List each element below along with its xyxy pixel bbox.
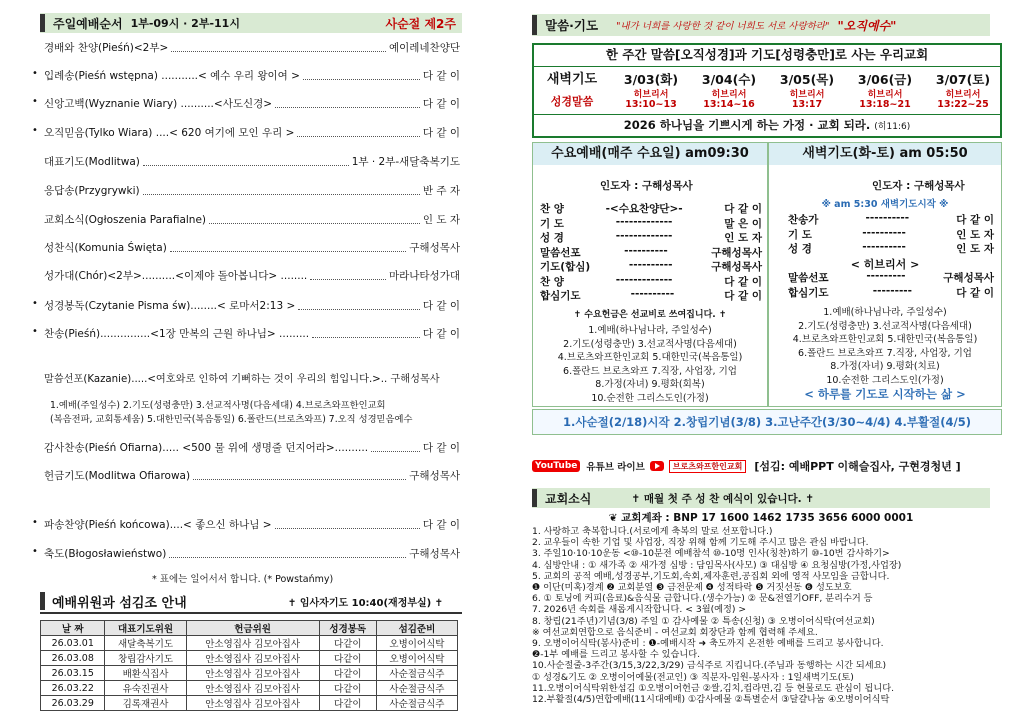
leader-dots — [298, 298, 420, 310]
order-title: 주일예배순서 — [53, 16, 123, 31]
dawn-date: 3/04(수) — [701, 72, 757, 87]
bible-ref: 13:18~21 — [859, 99, 911, 110]
service-row — [788, 285, 994, 300]
dawn-book: < 히브리서 > — [850, 258, 920, 271]
row-role: 합심기도 — [540, 290, 581, 302]
news-item: ❶ 이단(미혹)경계 ❷ 교회분열 ❸ 금전문제 ❹ 성적타락 ❺ 거짓선동 ❻ 성도보호 — [532, 582, 852, 593]
table-cell: 안소영집사 김모아집사 — [186, 666, 319, 681]
news-item: 5. 교회의 공적 예배,성경공부,기도회,속회,제자훈련,공집회 외에 영적 사모임을 금합니다. — [532, 570, 890, 582]
table-cell: 배환식집사 — [105, 666, 186, 681]
order-item-label: 경배와 찬양(Pieśń)<2부> — [44, 42, 169, 54]
service-row — [540, 216, 762, 231]
order-item-label: 헌금기도(Modlitwa Ofiarowa) — [44, 470, 191, 482]
prayer-item: 4.브로츠와프한인교회 5.대한민국(복음통일) — [557, 352, 743, 363]
duty-table-body — [41, 636, 458, 711]
news-item: 7. 2026년 속회를 새롭게시작합니다. < 3월(예정) > — [532, 604, 747, 616]
news-header — [532, 488, 990, 508]
order-item-value: 구해성목사 — [409, 242, 460, 254]
leader-dots — [297, 125, 419, 137]
table-row — [41, 636, 458, 651]
row-person: 말 은 이 — [724, 217, 762, 230]
order-item-label: 대표기도(Modlitwa) — [44, 156, 140, 168]
table-cell: 다같이 — [319, 696, 376, 711]
service-row — [540, 259, 762, 274]
row-role: 합심기도 — [788, 286, 829, 299]
leader-dots — [275, 96, 420, 108]
service-row — [540, 288, 762, 303]
row-role: 기 도 — [788, 228, 812, 241]
order-item — [44, 154, 460, 169]
header-mark-right — [532, 15, 537, 35]
news-item: 10.사순절줄-3주간(3/15,3/22,3/29) 금식주로 지킵니다.(주님과 동행하는 시간 되세요) — [532, 660, 887, 672]
order-item-value: 다 같 이 — [422, 98, 460, 110]
news-item: 9. 오병이어식탁(봉사)준비 : ❶-예배시작 ➜ 축도까지 온전한 예배를 드리고 봉사합니다. — [532, 638, 884, 649]
row-person: 다 같 이 — [724, 203, 762, 215]
order-item-label: 감사찬송(Pieśń Ofiarna)..... <500 물 위에 생명줄 던지어라>.......... — [44, 442, 369, 454]
leader-dots — [275, 517, 420, 529]
dawn-special: ※ am 5:30 새벽기도시작 ※ — [821, 199, 949, 210]
prayer-item: 2.기도(성령충만) 3.선교적사명(다음세대) — [563, 338, 737, 350]
word-prayer-title: 말씀·기도 — [545, 18, 599, 33]
table-cell: 오병이어식탁 — [376, 651, 457, 666]
service-row — [788, 241, 994, 256]
motto: "오직예수" — [837, 18, 897, 33]
duty-column-header: 대표기도위원 — [105, 621, 186, 636]
sermon-line: 말씀선포(Kazanie).....<여호와로 인하여 기뻐하는 것이 우리의 힘입니다.>.. 구해성목사 — [44, 374, 440, 385]
table-cell: 안소영집사 김모아집사 — [186, 696, 319, 711]
prayer-item: 6.폴란드 브로츠와프 7.직장, 사업장, 기업 — [563, 365, 737, 377]
table-cell: 유숙진권사 — [105, 681, 186, 696]
news-item: ① 성경&기도 ② 오병이어예물(전교인) ③ 직분자-임원-봉사자 : 1일새벽기도(토) — [532, 671, 854, 683]
prayer-item: 1.예배(하나님나라, 주일성수) — [588, 325, 712, 336]
table-cell: 안소영집사 김모아집사 — [186, 651, 319, 666]
order-item — [44, 96, 460, 111]
prayer-item: 10.순전한 그리스도인(가정) — [591, 392, 709, 404]
row-dashes: ---------- — [865, 212, 910, 224]
duty-note: ✝ 임사자기도 10:40(재정부실) ✝ — [288, 598, 444, 609]
row-person: 다 같 이 — [956, 286, 994, 299]
prayer-item: 8.가정(자녀) 9.평화(치료) — [830, 361, 940, 372]
bible-ref: 13:22~25 — [937, 99, 989, 110]
news-item: 2. 교우들이 속한 기업 및 사업장, 직장 위해 함께 기도해 주시고 많은 관심 바랍니다. — [532, 537, 869, 549]
order-item-value: 인 도 자 — [422, 214, 460, 226]
row-role: 성 경 — [788, 243, 812, 255]
table-cell: 다같이 — [319, 666, 376, 681]
duty-table-head — [41, 621, 458, 636]
year-motto: 2026 하나님을 기쁘시게 하는 가정 · 교회 되라. — [623, 118, 871, 132]
service-row — [540, 274, 762, 289]
youtube-logo[interactable]: YouTube — [532, 460, 580, 472]
prayer-item: 8.가정(자녀) 9.평화(회복) — [595, 379, 705, 390]
table-cell: 다같이 — [319, 681, 376, 696]
duty-header-mark — [40, 592, 45, 610]
leader-dots — [303, 68, 420, 80]
order-item-value: 반 주 자 — [422, 185, 460, 197]
table-cell: 안소영집사 김모아집사 — [186, 681, 319, 696]
order-item — [44, 68, 460, 83]
order-item-value: 다 같 이 — [422, 127, 460, 139]
duty-title: 예배위원과 섬김조 안내 — [52, 596, 187, 611]
order-item-value: 다 같 이 — [422, 519, 460, 531]
header-mark — [40, 14, 45, 32]
order-item — [44, 298, 460, 313]
table-cell: 다같이 — [319, 636, 376, 651]
table-cell: 26.03.15 — [41, 666, 105, 681]
order-item-value: 다 같 이 — [422, 300, 460, 312]
row-dashes: ------------- — [615, 230, 673, 242]
order-times: 1부-09시 · 2부-11시 — [130, 17, 240, 30]
row-role: 말씀선포 — [540, 246, 581, 259]
order-item-label: 성경봉독(Czytanie Pisma św)........< 로마서2:13 > — [44, 300, 296, 312]
row-role: 말씀선포 — [788, 272, 829, 284]
prayer-item: 1.예배(하나님나라, 주일성수) — [823, 307, 947, 318]
table-row — [41, 696, 458, 711]
bible-book: 히브리서 — [711, 90, 747, 100]
duty-header — [40, 590, 462, 614]
prayer-list-1: 1.예배(주일성수) 2.기도(성령충만) 3.선교적사명(다음세대) 4.브로츠와프한인교회 — [50, 400, 386, 411]
news-item: 3. 주일10·10·10운동 <⑩-10분전 예배참석 ⑩-10명 인사(칭찬)하기 ⑩-10번 감사하기> — [532, 548, 890, 560]
bible-ref: 13:14~16 — [703, 99, 755, 110]
duty-column-header: 섬김준비 — [376, 621, 457, 636]
service-row — [788, 212, 994, 227]
table-cell: 김록재권사 — [105, 696, 186, 711]
prayer-item: 6.폴란드 브로츠와프 7.직장, 사업장, 기업 — [798, 347, 972, 359]
row-person: 인 도 자 — [724, 232, 762, 244]
row-dashes: ---------- — [862, 241, 906, 253]
order-item — [44, 212, 460, 227]
row-person: 인 도 자 — [956, 228, 994, 241]
prayer-item: 10.순전한 그리스도인(가정) — [826, 374, 944, 386]
order-item — [44, 326, 460, 341]
table-cell: 다같이 — [319, 651, 376, 666]
order-item-value: 예이레네찬양단 — [388, 42, 460, 54]
banner-title: 한 주간 말씀[오직성경]과 기도[성령충만]로 사는 우리교회 — [605, 47, 929, 62]
dawn-date: 3/05(목) — [779, 72, 835, 87]
year-motto-line — [534, 117, 1000, 133]
bible-book: 히브리서 — [867, 90, 903, 100]
news-item: 12.부활절(4/5)연합예배(11시대예배) ①감사예물 ②특별순서 ③달걀나눔 ④오병이어식탁 — [532, 694, 890, 705]
dawn-slogan: < 하루를 기도로 시작하는 삶 > — [804, 387, 966, 401]
row-dashes: --------- — [866, 270, 906, 282]
duty-column-header: 날 짜 — [41, 621, 105, 636]
news-item: 11.오병이어식탁위한섬김 ①오병이어헌금 ②쌀,김치,컵라면,김 등 현물로도 관심이 됩니다. — [532, 682, 895, 694]
order-item — [44, 517, 460, 532]
duty-column-header: 성경봉독 — [319, 621, 376, 636]
order-header — [40, 13, 462, 33]
news-item: 8. 창립(21주년)기념(3/8) 주일 ① 감사예물 ② 특송(신청) ③ 오병이어식탁(여선교회) — [532, 615, 875, 627]
order-item-label: 축도(Błogosławieństwo) — [44, 548, 167, 560]
table-cell: 26.03.29 — [41, 696, 105, 711]
stand-note: * 표에는 일어서서 합니다. (* Powstańmy) — [152, 574, 334, 585]
word-label: 성경말씀 — [550, 95, 594, 108]
order-item-value: 구해성목사 — [409, 470, 460, 482]
dawn-label: 새벽기도 — [546, 72, 598, 87]
row-person: 다 같 이 — [724, 290, 762, 302]
table-cell: 새달축복기도 — [105, 636, 186, 651]
table-cell: 오병이어식탁 — [376, 636, 457, 651]
order-item-label: 응답송(Przygrywki) — [44, 185, 140, 197]
table-cell: 사순절금식주 — [376, 696, 457, 711]
star-bullet: • — [32, 96, 38, 107]
row-dashes: ---------- — [628, 259, 673, 271]
star-bullet: • — [32, 68, 38, 79]
duty-table — [40, 620, 458, 711]
order-item-label: 찬송(Pieśń)...............<1장 만복의 근원 하나님> ......... — [44, 328, 310, 340]
prayer-item: 2.기도(성령충만) 3.선교적사명(다음세대) — [798, 320, 972, 332]
leader-dots — [170, 240, 406, 252]
row-dashes: ---------- — [862, 226, 906, 239]
star-bullet: • — [32, 517, 38, 528]
news-header-mark — [532, 489, 537, 507]
service-row — [540, 245, 762, 260]
leader-dots — [209, 212, 420, 224]
row-person: 다 같 이 — [724, 275, 762, 288]
news-title: 교회소식 — [545, 491, 592, 506]
word-prayer-header — [532, 14, 990, 36]
order-item-label: 신앙고백(Wyznanie Wiary) ..........<사도신경> — [44, 98, 273, 110]
prayer-list-2: (복음전파, 교회통세움) 5.대한민국(복음통일) 6.폴란드(브로츠와프) 7.오직 성경믿음예수 — [50, 414, 413, 425]
order-item-value: 다 같 이 — [422, 328, 460, 340]
leader-dots — [310, 268, 386, 280]
row-role: 찬 양 — [540, 203, 564, 215]
row-dashes: ---------- — [630, 288, 675, 300]
row-dashes: ------------- — [615, 215, 673, 228]
row-role: 기 도 — [540, 217, 564, 230]
leader-dots — [143, 154, 349, 166]
order-item-label: 오직믿음(Tylko Wiara) ....< 620 여기에 모인 우리 > — [44, 127, 295, 139]
table-cell: 안소영집사 김모아집사 — [186, 636, 319, 651]
row-person: 구해성목사 — [943, 272, 994, 284]
bible-book: 히브리서 — [789, 90, 825, 100]
row-dashes: ------------- — [615, 273, 673, 286]
row-person: 인 도 자 — [956, 243, 994, 255]
leader-dots — [312, 326, 420, 338]
news-item: ※ 여선교회연합으로 음식준비 - 여선교회 회장단과 함께 협력해 주세요. — [532, 626, 818, 638]
banner-divider — [534, 66, 1000, 67]
row-dashes: --------- — [872, 284, 913, 297]
wednesday-leader: 인도자 : 구해성목사 — [600, 180, 693, 192]
order-item — [44, 40, 460, 55]
service-row — [540, 230, 762, 245]
season-label: 사순절 제2주 — [385, 16, 456, 31]
dawn-date: 3/06(금) — [857, 72, 913, 87]
dawn-date: 3/07(토) — [935, 72, 991, 87]
holy-communion: ✝ 매월 첫 주 성 찬 예식이 있습니다. ✝ — [631, 492, 815, 505]
year-ref: (히11:6) — [874, 122, 911, 132]
table-row — [41, 651, 458, 666]
news-item: ❷-1부 예배를 드리고 봉사할 수 있습니다. — [532, 649, 701, 661]
row-dashes: -<수요찬양단>- — [605, 203, 683, 215]
table-cell: 창립감사기도 — [105, 651, 186, 666]
row-dashes: ---------- — [624, 244, 668, 257]
order-item-value: 1부 · 2부-새달축복기도 — [351, 156, 460, 168]
play-icon — [650, 461, 664, 471]
news-item: 1. 사랑하고 축복합니다.(서로에게 축복의 말로 선포합니다.) — [532, 526, 773, 537]
leader-dots — [169, 546, 406, 558]
bible-book: 히브리서 — [945, 90, 981, 100]
leader-dots — [371, 440, 420, 452]
table-row — [41, 666, 458, 681]
row-role: 찬 양 — [540, 275, 564, 288]
wednesday-head: 수요예배(매주 수요일) am09:30 — [533, 143, 767, 165]
prayer-item: 4.브로츠와프한인교회 5.대한민국(복음통일) — [792, 334, 978, 345]
wednesday-note: ✝ 수요헌금은 선교비로 쓰여집니다. ✝ — [573, 310, 727, 320]
order-item — [44, 125, 460, 140]
order-item — [44, 546, 460, 561]
news-item: 6. ① 토닝에 커피(음료)&음식물 금합니다.(생수가능) ② 문&전열기OFF, 분리수거 등 — [532, 593, 873, 605]
seasons-text: 1.사순절(2/18)시작 2.창립기념(3/8) 3.고난주간(3/30~4/4) 4.부활절(4/5) — [563, 415, 971, 429]
table-cell: 사순절금식주 — [376, 681, 457, 696]
table-row — [41, 681, 458, 696]
row-person: 구해성목사 — [711, 261, 762, 273]
star-bullet: • — [32, 125, 38, 136]
leader-dots — [143, 183, 420, 195]
order-item-label: 파송찬양(Pieśń końcowa)....< 좋으신 하나님 > — [44, 519, 272, 531]
row-role: 찬송가 — [788, 214, 819, 226]
youtube-live: 유튜브 라이브 — [586, 462, 645, 473]
order-item-value: 마라나타성가대 — [388, 270, 460, 282]
table-cell: 26.03.22 — [41, 681, 105, 696]
youtube-line — [532, 458, 961, 474]
order-item-label: 성가대(Chór)<2부>..........<이제야 돌아봅니다> ........ — [44, 270, 308, 282]
star-bullet: • — [32, 298, 38, 309]
service-row — [540, 201, 762, 216]
order-item-label: 성찬식(Komunia Święta) — [44, 242, 167, 254]
dawn-date: 3/03(화) — [623, 72, 679, 87]
table-cell: 사순절금식주 — [376, 666, 457, 681]
bible-ref: 13:17 — [791, 99, 823, 110]
leader-dots — [193, 468, 406, 480]
ppt-helpers: [섬김: 예배PPT 이해슬집사, 구현경청년 ] — [754, 460, 961, 473]
table-cell: 26.03.01 — [41, 636, 105, 651]
order-item — [44, 268, 460, 283]
order-item — [44, 240, 460, 255]
star-bullet: • — [32, 326, 38, 337]
news-item: 4. 심방안내 : ① 새가족 ② 새가정 심방 : 담임목사(사모) ③ 대심방 ④ 요청심방(가정,사업장) — [532, 559, 902, 571]
order-item — [44, 440, 460, 455]
channel-name[interactable]: 브로츠와프한인교회 — [669, 460, 747, 473]
dawn-head: 새벽기도(화-토) am 05:50 — [769, 143, 1001, 165]
leader-dots — [171, 40, 386, 52]
order-item — [44, 183, 460, 198]
service-row — [788, 227, 994, 242]
row-role: 성 경 — [540, 232, 564, 244]
order-item — [44, 468, 460, 483]
banner-divider-2 — [534, 114, 1000, 115]
seasons-bar — [532, 409, 1002, 435]
bible-ref: 13:10~13 — [625, 99, 677, 110]
service-row — [788, 270, 994, 285]
duty-column-header: 헌금위원 — [186, 621, 319, 636]
verse: "내가 너희를 사랑한 것 같이 너희도 서로 사랑하라" — [616, 21, 830, 32]
row-person: 다 같 이 — [956, 214, 994, 226]
row-role: 기도(합심) — [540, 261, 591, 273]
order-item-value: 구해성목사 — [409, 548, 460, 560]
order-item-value: 다 같 이 — [422, 442, 460, 454]
row-person: 구해성목사 — [711, 246, 762, 259]
star-bullet: • — [32, 546, 38, 557]
dawn-leader: 인도자 : 구해성목사 — [872, 180, 965, 192]
bible-book: 히브리서 — [633, 90, 669, 100]
church-account: ❦ 교회계좌 : BNP 17 1600 1462 1735 3656 6000 0001 — [608, 512, 914, 524]
order-item-label: 교회소식(Ogłoszenia Parafialne) — [44, 214, 207, 226]
order-item-value: 다 같 이 — [422, 70, 460, 82]
order-item-label: 입례송(Pieśń wstępna) ...........< 예수 우리 왕이여 > — [44, 70, 300, 82]
table-cell: 26.03.08 — [41, 651, 105, 666]
